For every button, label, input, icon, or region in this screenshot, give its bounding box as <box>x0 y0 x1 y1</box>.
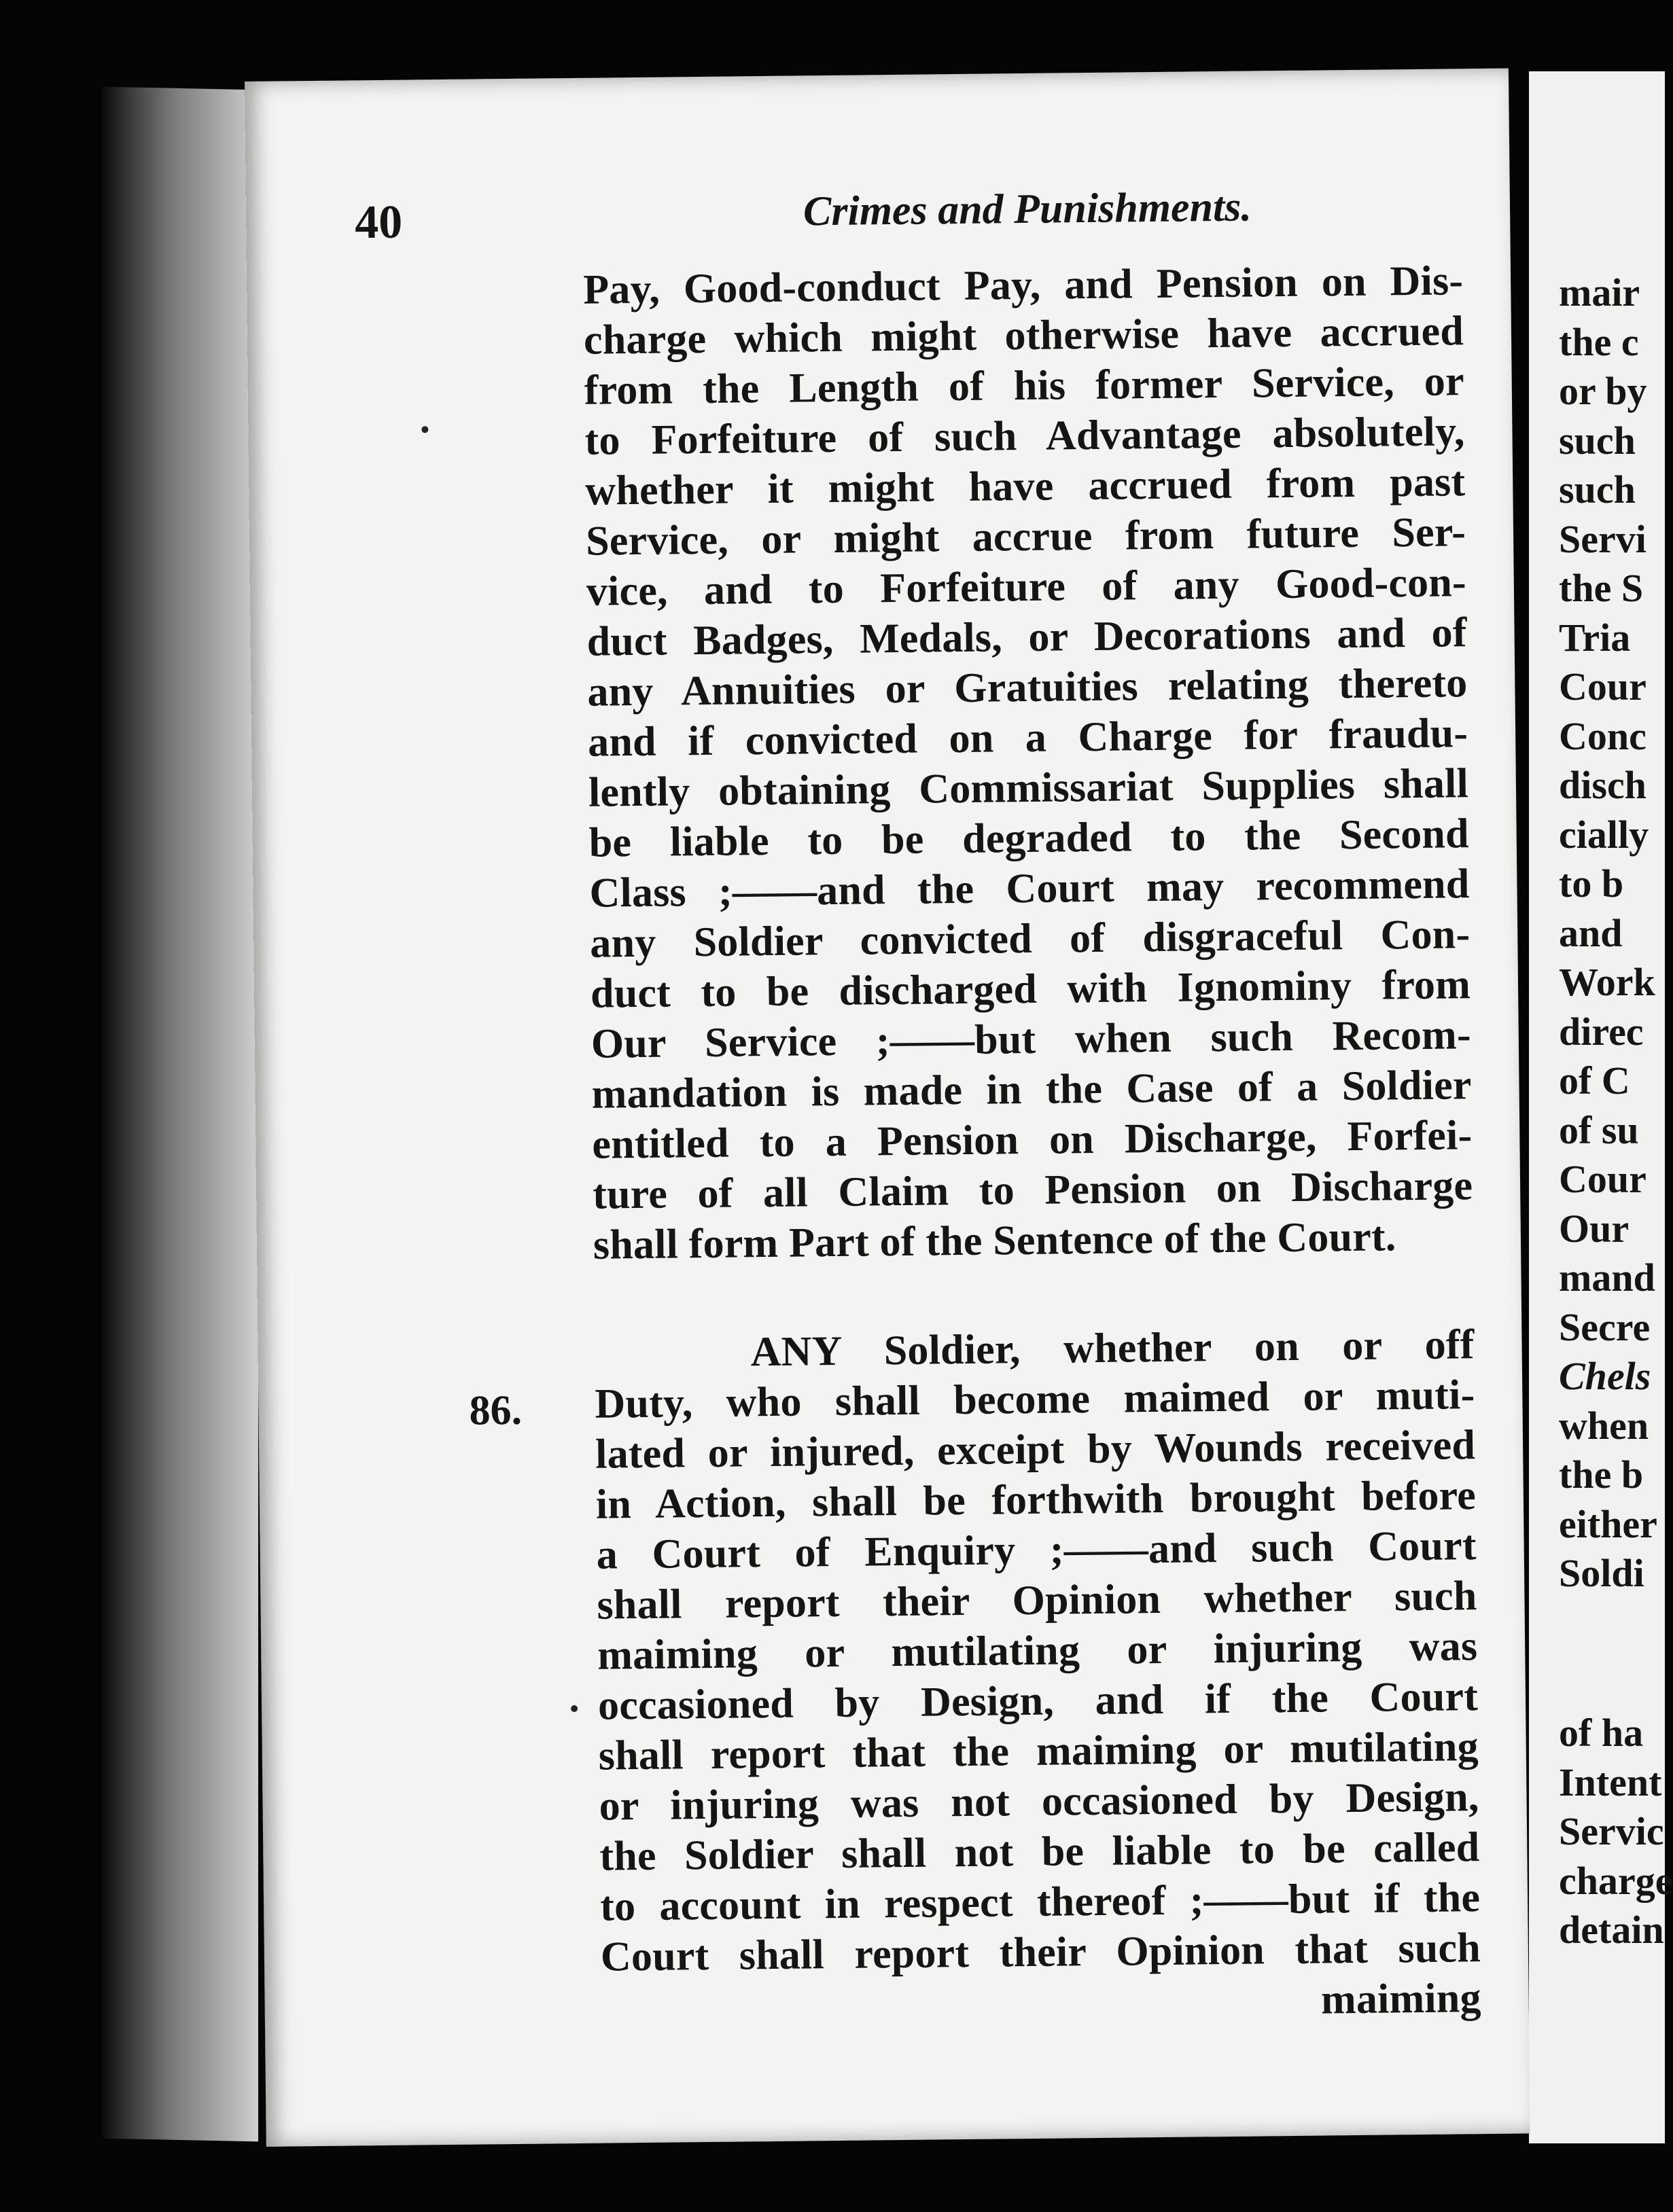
facing-page-fragment: of C <box>1559 1058 1630 1103</box>
text-line: the Soldier shall not be liable to be called <box>599 1824 1480 1880</box>
text-line: ANY Soldier, whether on or off <box>750 1321 1475 1376</box>
paragraph-continued <box>583 255 1473 1270</box>
facing-page-fragment: Cour <box>1559 1157 1646 1201</box>
text-line: maiming or mutilating or injuring was <box>597 1623 1478 1679</box>
text-line: Duty, who shall become maimed or muti- <box>595 1372 1475 1427</box>
facing-page-fragment: Servic <box>1559 1809 1664 1853</box>
facing-page-fragment: charge <box>1559 1858 1673 1903</box>
book-page <box>245 69 1530 2147</box>
text-line: vice, and to Forfeiture of any Good-con- <box>586 559 1467 615</box>
facing-page-fragment: or by <box>1559 369 1647 413</box>
text-line: shall report their Opinion whether such <box>597 1573 1477 1628</box>
text-line: lently obtaining Commissariat Supplies shall <box>588 760 1469 816</box>
facing-page-fragment: Secre <box>1559 1304 1651 1349</box>
facing-page-fragment: direc <box>1559 1009 1644 1054</box>
text-line: Our Service ;——but when such Recom- <box>591 1012 1472 1067</box>
facing-page-fragment: such <box>1559 467 1636 512</box>
text-line: to Forfeiture of such Advantage absolutely, <box>584 408 1465 464</box>
facing-page-fragment: when <box>1559 1403 1649 1448</box>
facing-page-fragment: Work <box>1559 960 1655 1004</box>
facing-page <box>1529 71 1673 2143</box>
facing-page-fragment: Tria <box>1559 615 1631 660</box>
facing-page-fragment: Our <box>1559 1206 1630 1251</box>
running-title: Crimes and Punishments. <box>803 183 1252 235</box>
facing-page-fragment: the S <box>1559 566 1644 610</box>
text-line: Service, or might accrue from future Ser- <box>585 509 1466 565</box>
text-line: to account in respect thereof ;——but if the <box>599 1874 1481 1930</box>
text-line: duct Badges, Medals, or Decorations and of <box>586 609 1467 665</box>
section-number: 86. <box>469 1387 523 1434</box>
facing-page-fragment: Conc <box>1559 713 1646 758</box>
text-line: or injuring was not occasioned by Design, <box>599 1774 1479 1830</box>
facing-page-fragment: cially <box>1559 812 1649 857</box>
text-line: ture of all Claim to Pension on Discharge <box>592 1162 1473 1218</box>
facing-page-fragment: either <box>1559 1501 1657 1546</box>
text-line: any Soldier convicted of disgraceful Con- <box>589 911 1471 967</box>
text-line: any Annuities or Gratuities relating thereto <box>587 660 1468 715</box>
facing-page-fragment: Chels <box>1559 1354 1651 1398</box>
body-text <box>583 255 1481 2032</box>
text-line: occasioned by Design, and if the Court <box>597 1673 1479 1729</box>
facing-page-fragment: Intent <box>1559 1760 1662 1804</box>
text-line: and if convicted on a Charge for fraudu- <box>587 710 1468 766</box>
facing-page-fragment: mair <box>1559 270 1640 315</box>
facing-page-fragment: the c <box>1559 319 1639 364</box>
page-number: 40 <box>354 196 403 249</box>
text-line: lated or injured, exceipt by Wounds received <box>595 1422 1476 1478</box>
text-line: Court shall report their Opinion that such <box>600 1925 1481 1980</box>
book-spine-edge <box>102 87 258 2142</box>
text-line: whether it might have accrued from past <box>584 459 1466 514</box>
text-line: from the Length of his former Service, or <box>584 358 1465 414</box>
text-line: mandation is made in the Case of a Soldier <box>591 1062 1472 1118</box>
text-line: entitled to a Pension on Discharge, Forfei- <box>592 1112 1473 1168</box>
facing-page-fragment: of ha <box>1559 1711 1644 1755</box>
facing-page-fragment: disch <box>1559 763 1646 807</box>
facing-page-fragment: of su <box>1559 1107 1639 1152</box>
text-line: duct to be discharged with Ignominy from <box>590 961 1471 1017</box>
facing-page-fragment: mand <box>1559 1255 1655 1300</box>
text-line: a Court of Enquiry ;——and such Court <box>596 1522 1477 1578</box>
text-line: Pay, Good-conduct Pay, and Pension on Dis- <box>582 257 1464 313</box>
catchword: maiming <box>1320 1975 1481 2023</box>
facing-page-fragment: the b <box>1559 1452 1644 1497</box>
print-speck <box>571 1705 578 1712</box>
facing-page-fragment: Servi <box>1559 516 1646 561</box>
facing-page-fragment: such <box>1559 418 1636 463</box>
text-line: in Action, shall be forthwith brought before <box>595 1472 1477 1528</box>
section-86 <box>594 1319 1481 2033</box>
text-line: shall form Part of the Sentence of the Court. <box>593 1213 1396 1268</box>
print-speck <box>421 426 428 433</box>
facing-page-fragment: Soldi <box>1559 1551 1644 1595</box>
facing-page-fragment: to b <box>1559 861 1624 906</box>
text-line: be liable to be degraded to the Second <box>588 810 1470 866</box>
facing-page-fragment: and <box>1559 910 1623 955</box>
facing-page-fragment: detain <box>1559 1908 1664 1952</box>
text-line: shall report that the maiming or mutilating <box>598 1724 1479 1779</box>
text-line: charge which might otherwise have accrued <box>583 308 1464 363</box>
text-line: Class ;——and the Court may recommend <box>589 861 1470 916</box>
facing-page-fragment: Cour <box>1559 664 1646 709</box>
